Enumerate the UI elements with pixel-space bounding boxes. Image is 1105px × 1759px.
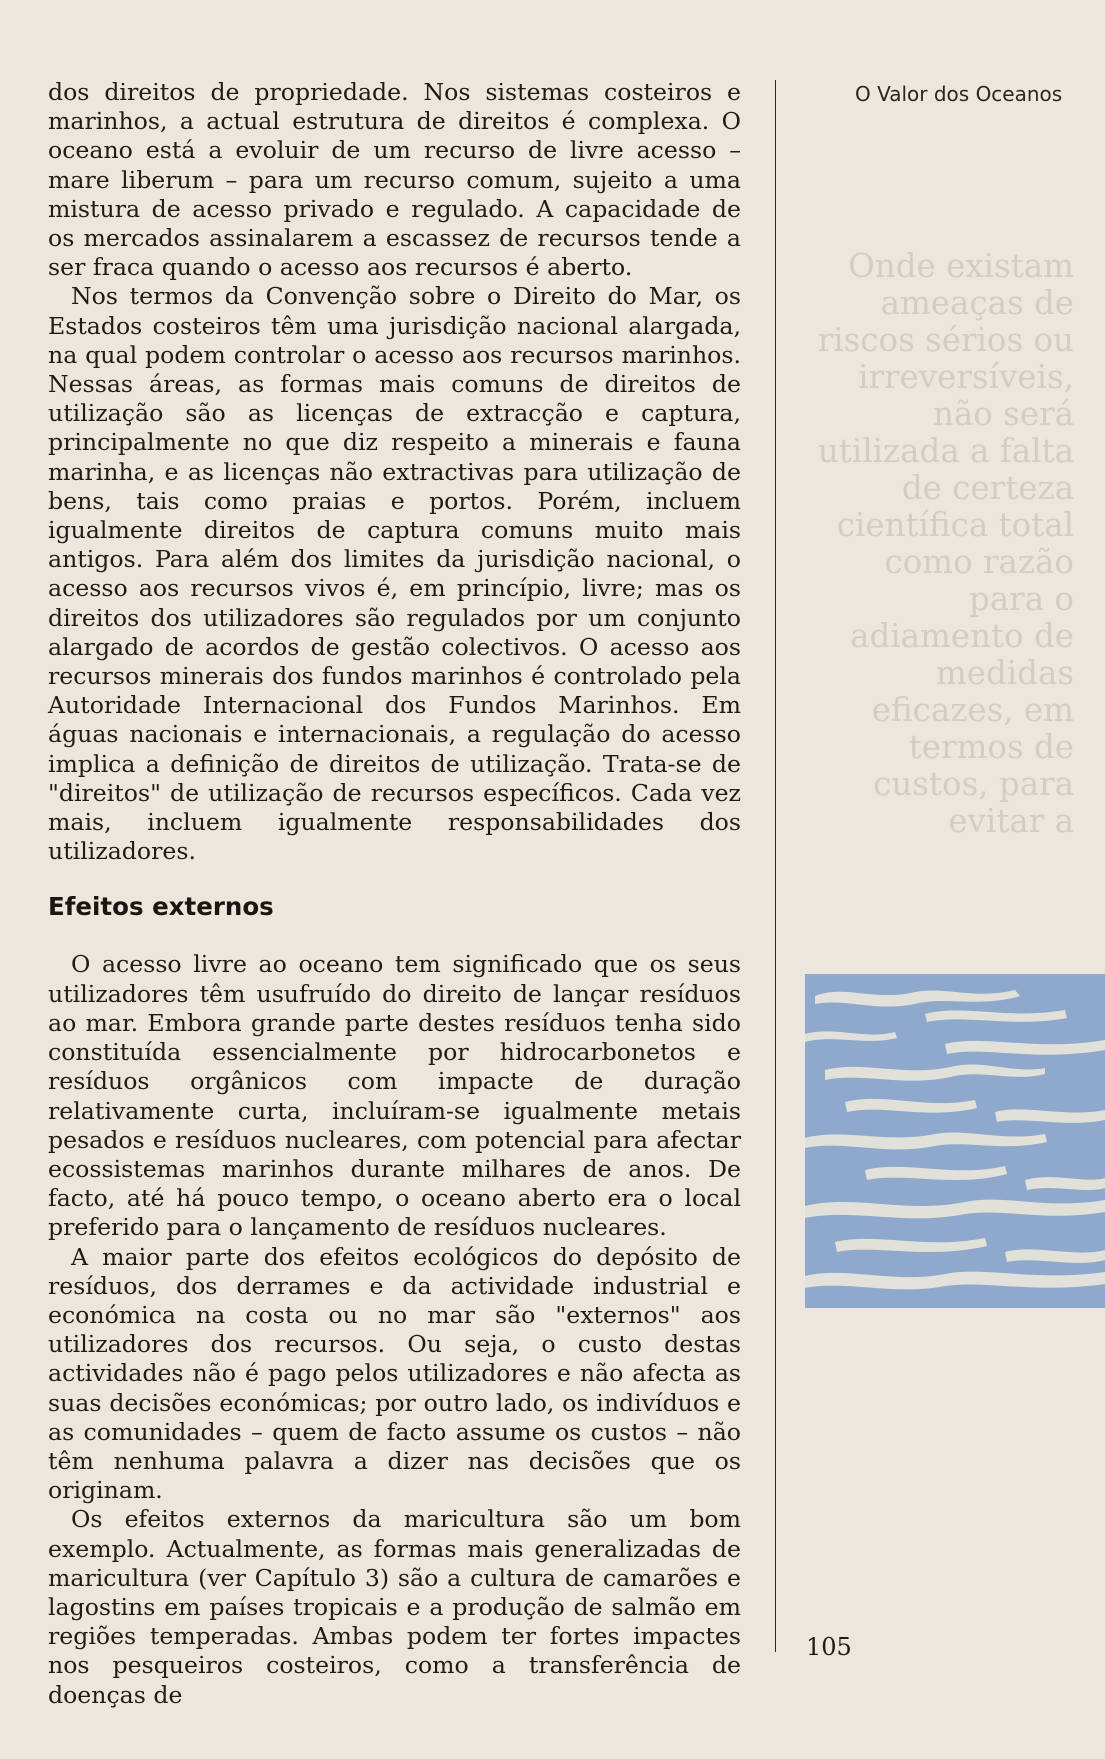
body-paragraph-4: A maior parte dos efeitos ecológicos do depósito de resíduos, dos derrames e da actividade industrial e económica na costa ou no mar são "externos" aos utilizadores dos recursos. Ou seja, o custo destas actividades não é pago pelos utilizadores e não afecta as suas decisões económicas; por outro lado, os indivíduos e as comunidades – quem de facto assume os custos – não têm nenhuma palavra a dizer nas decisões que os originam.	[48, 1242, 741, 1505]
body-paragraph-1: dos direitos de propriedade. Nos sistemas costeiros e marinhos, a actual estrutura de direitos é complexa. O oceano está a evoluir de um recurso de livre acesso – mare liberum – para um recurso comum, sujeito a uma mistura de acesso privado e regulado. A capacidade de os mercados assinalarem a escassez de recursos tende a ser fraca quando o acesso aos recursos é aberto.	[48, 78, 741, 282]
body-paragraph-2: Nos termos da Convenção sobre o Direito do Mar, os Estados costeiros têm uma jurisdição nacional alargada, na qual podem controlar o acesso aos recursos marinhos. Nessas áreas, as formas mais comuns de direitos de utilização são as licenças de extracção e captura, principalmente no que diz respeito a minerais e fauna marinha, e as licenças não extractivas para utilização de bens, tais como praias e portos. Porém, incluem igualmente direitos de captura comuns muito mais antigos. Para além dos limites da jurisdição nacional, o acesso aos recursos vivos é, em princípio, livre; mas os direitos dos utilizadores são regulados por um conjunto alargado de acordos de gestão colectivos. O acesso aos recursos minerais dos fundos marinhos é controlado pela Autoridade Internacional dos Fundos Marinhos. Em águas nacionais e internacionais, a regulação do acesso implica a definição de direitos de utilização. Trata-se de "direitos" de utilização de recursos específicos. Cada vez mais, incluem igualmente responsabilidades dos utilizadores.	[48, 282, 741, 866]
column-divider	[775, 80, 776, 1652]
ocean-waves-illustration	[805, 974, 1105, 1308]
page-number: 105	[806, 1633, 852, 1661]
margin-pull-quote: Onde existam ameaças de riscos sérios ou irreversíveis, não será utilizada a falta de certeza científica total como razão para o adiamento de medidas eficazes, em termos de custos, para evitar a	[817, 247, 1074, 840]
ocean-waves-image	[805, 974, 1105, 1308]
main-text-column	[48, 78, 741, 1710]
running-header-title: O Valor dos Oceanos	[855, 82, 1063, 106]
body-paragraph-5: Os efeitos externos da maricultura são um bom exemplo. Actualmente, as formas mais generalizadas de maricultura (ver Capítulo 3) são a cultura de camarões e lagostins em países tropicais e a produção de salmão em regiões temperadas. Ambas podem ter fortes impactes nos pesqueiros costeiros, como a transferência de doenças de	[48, 1505, 741, 1709]
body-paragraph-3: O acesso livre ao oceano tem significado que os seus utilizadores têm usufruído do direito de lançar resíduos ao mar. Embora grande parte destes resíduos tenha sido constituída essencialmente por hidrocarbonetos e resíduos orgânicos com impacte de duração relativamente curta, incluíram-se igualmente metais pesados e resíduos nucleares, com potencial para afectar ecossistemas marinhos durante milhares de anos. De facto, até há pouco tempo, o oceano aberto era o local preferido para o lançamento de resíduos nucleares.	[48, 950, 741, 1242]
section-heading: Efeitos externos	[48, 892, 274, 922]
